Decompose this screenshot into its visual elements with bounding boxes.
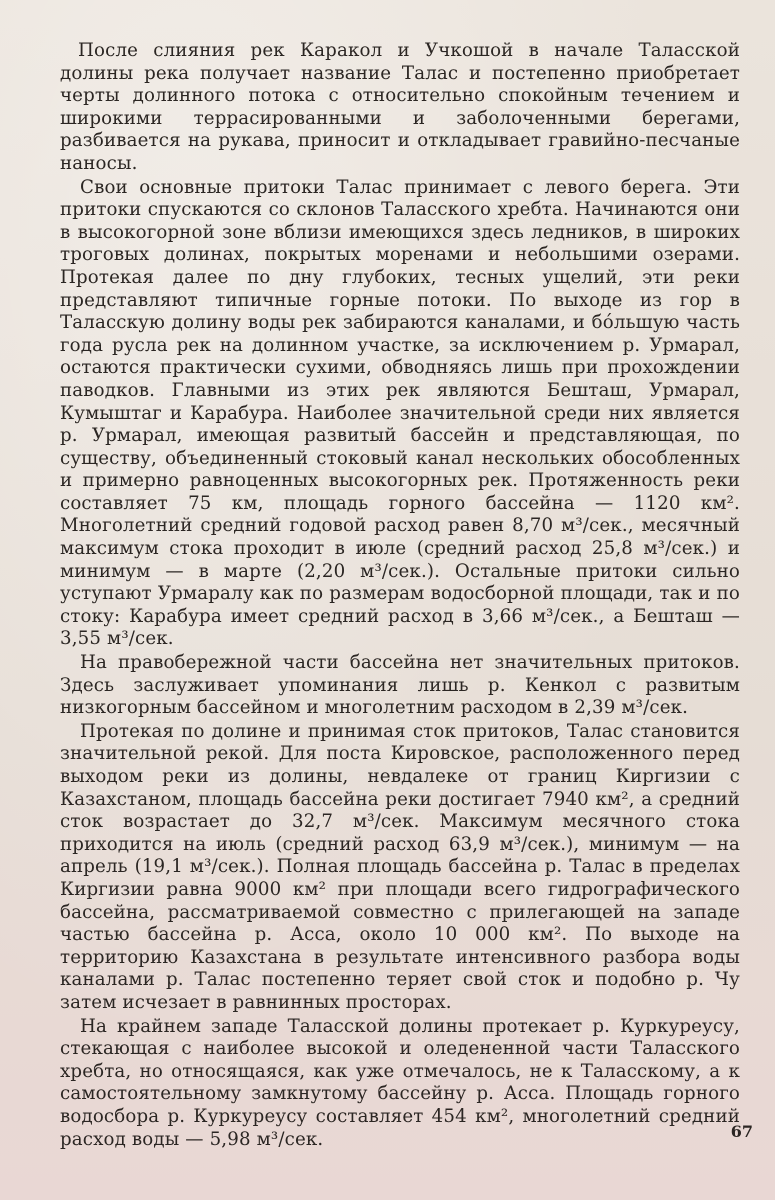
paragraph-right-bank: На правобережной части бассейна нет значительных притоков. Здесь заслуживает упоминания лишь р. Кенкол с развитым низкогорным бассейном и многолетним расходом в 2,39 м³/сек. — [60, 652, 740, 719]
body-text — [60, 40, 740, 1152]
paragraph-talas-confluence: После слияния рек Каракол и Учкошой в начале Таласской долины река получает название Талас и постепенно приобретает черты долинного потока с относительно спокойным течением и широкими террасированными и заболоченными берегами, разбивается на рукава, приносит и откладывает гравийно-песчаные наносы. — [60, 40, 740, 174]
paragraph-talas-flow: Протекая по долине и принимая сток притоков, Талас становится значительной рекой. Для поста Кировское, расположенного перед выходом реки из долины, невдалеке от границ Киргизии с Казахстаном, площадь бассейна реки достигает 7940 км², а средний сток возрастает до 32,7 м³/сек. Максимум месячного стока приходится на июль (средний расход 63,9 м³/сек.), минимум — на апрель (19,1 м³/сек.). Полная площадь бассейна р. Талас в пределах Киргизии равна 9000 км² при площади всего гидрографического бассейна, рассматриваемой совместно с прилегающей на западе частью бассейна р. Асса, около 10 000 км². По выходе на территорию Казахстана в результате интенсивного разбора воды каналами р. Талас постепенно теряет свой сток и подобно р. Чу затем исчезает в равнинных просторах. — [60, 720, 740, 1013]
page-number: 67 — [730, 1122, 753, 1141]
paragraph-kurkureusu: На крайнем западе Таласской долины протекает р. Куркуреусу, стекающая с наиболее высокой и оледененной части Таласского хребта, но относящаяся, как уже отмечалось, не к Таласскому, а к самостоятельному замкнутому бассейну р. Асса. Площадь горного водосбора р. Куркуреусу составляет 454 км², многолетний средний расход воды — 5,98 м³/сек. — [60, 1015, 740, 1150]
paragraph-left-tributaries: Свои основные притоки Талас принимает с левого берега. Эти притоки спускаются со склонов Таласского хребта. Начинаются они в высокогорной зоне вблизи имеющихся здесь ледников, в широких троговых долинах, покрытых моренами и небольшими озерами. Протекая далее по дну глубоких, тесных ущелий, эти реки представляют типичные горные потоки. По выходе из гор в Таласскую долину воды рек забираются каналами, и бо́льшую часть года русла рек на долинном участке, за исключением р. Урмарал, остаются практически сухими, обводняясь лишь при прохождении паводков. Главными из этих рек являются Бешташ, Урмарал, Кумыштаг и Карабура. Наиболее значительной среди них является р. Урмарал, имеющая развитый бассейн и представляющая, по существу, объединенный стоковый канал нескольких обособленных и примерно равноценных высокогорных рек. Протяженность реки составляет 75 км, площадь горного бассейна — 1120 км². Многолетний средний годовой расход равен 8,70 м³/сек., месячный максимум стока проходит в июле (средний расход 25,8 м³/сек.) и минимум — в марте (2,20 м³/сек.). Остальные притоки сильно уступают Урмаралу как по размерам водосборной площади, так и по стоку: Карабура имеет средний расход в 3,66 м³/сек., а Бешташ — 3,55 м³/сек. — [60, 176, 740, 650]
